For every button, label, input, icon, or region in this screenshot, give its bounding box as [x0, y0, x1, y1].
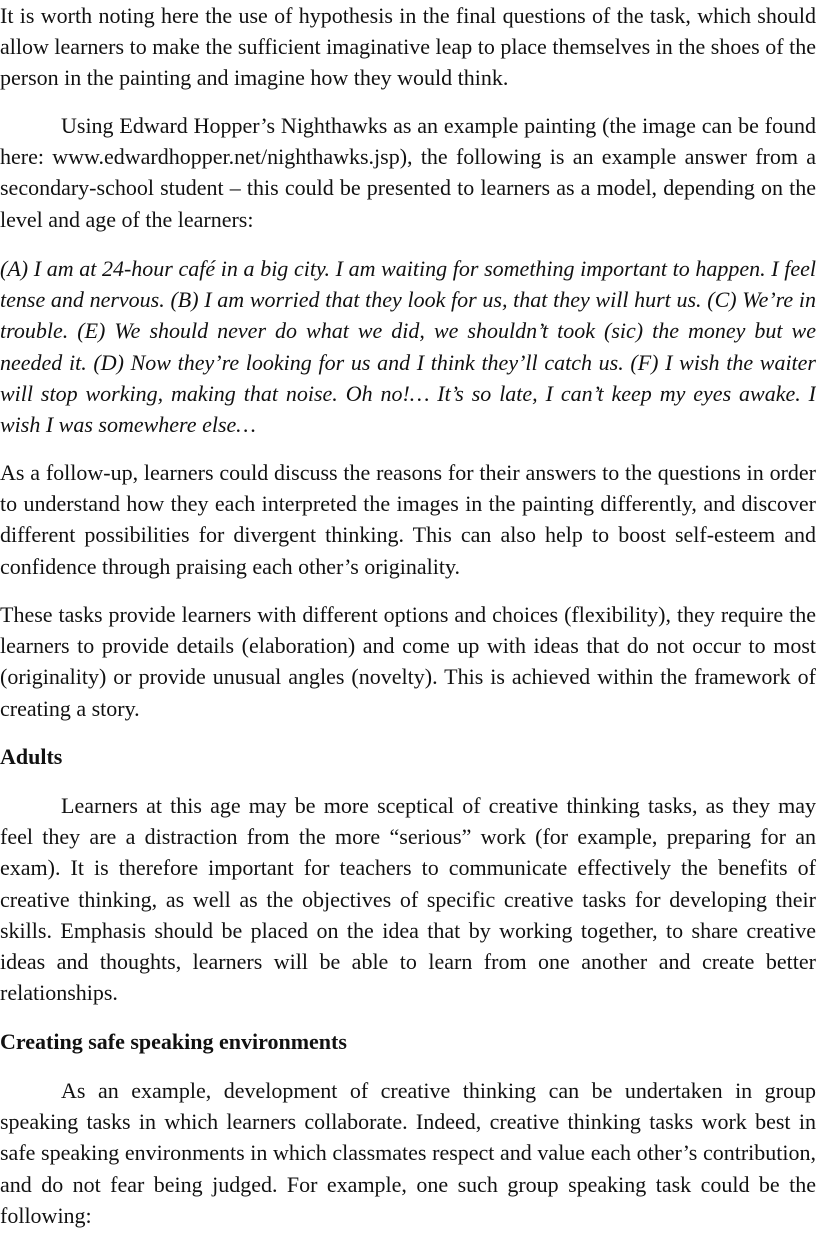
example-student-answer: (A) I am at 24-hour café in a big city. I am waiting for something important to happen. I feel tense and nervous. (B) I am worried that they look for us, that they will hurt us. (C) We’re in trouble. (E) We should never do what we did, we shouldn’t took (sic) the money but we needed it. (D) Now they’re looking for us and I think they’ll catch us. (F) I wish the waiter will stop working, making that noise. Oh no!… It’s so late, I can’t keep my eyes awake. I wish I was somewhere else… [0, 256, 816, 438]
section-heading-adults: Adults [0, 744, 63, 769]
body-paragraph-nighthawks-intro: Using Edward Hopper’s Nighthawks as an example painting (the image can be found here: www.edwardhopper.net/nighthawks.jsp), the following is an example answer from a secondary-school student – this could be presented to learners as a model, depending on the level and age of the learners: [0, 113, 816, 232]
section-heading-safe-speaking: Creating safe speaking environments [0, 1029, 347, 1054]
body-paragraph-task-benefits: These tasks provide learners with different options and choices (flexibility), they require the learners to provide details (elaboration) and come up with ideas that do not occur to most (originality) or provide unusual angles (novelty). This is achieved within the framework of creating a story. [0, 602, 816, 721]
body-paragraph-adults: Learners at this age may be more sceptical of creative thinking tasks, as they may feel they are a distraction from the more “serious” work (for example, preparing for an exam). It is therefore important for teachers to communicate effectively the benefits of creative thinking, as well as the objectives of specific creative tasks for developing their skills. Emphasis should be placed on the idea that by working together, to share creative ideas and thoughts, learners will be able to learn from one another and create better relationships. [0, 793, 816, 1006]
body-paragraph-follow-up: As a follow-up, learners could discuss the reasons for their answers to the questions in order to understand how they each interpreted the images in the painting differently, and discover different possibilities for divergent thinking. This can also help to boost self-esteem and confidence through praising each other’s originality. [0, 460, 816, 579]
body-paragraph-hypothesis: It is worth noting here the use of hypothesis in the final questions of the task, which should allow learners to make the sufficient imaginative leap to place themselves in the shoes of the person in the painting and imagine how they would think. [0, 3, 816, 91]
body-paragraph-group-speaking: As an example, development of creative thinking can be undertaken in group speaking tasks in which learners collaborate. Indeed, creative thinking tasks work best in safe speaking environments in which classmates respect and value each other’s contribution, and do not fear being judged. For example, one such group speaking task could be the following: [0, 1078, 816, 1228]
